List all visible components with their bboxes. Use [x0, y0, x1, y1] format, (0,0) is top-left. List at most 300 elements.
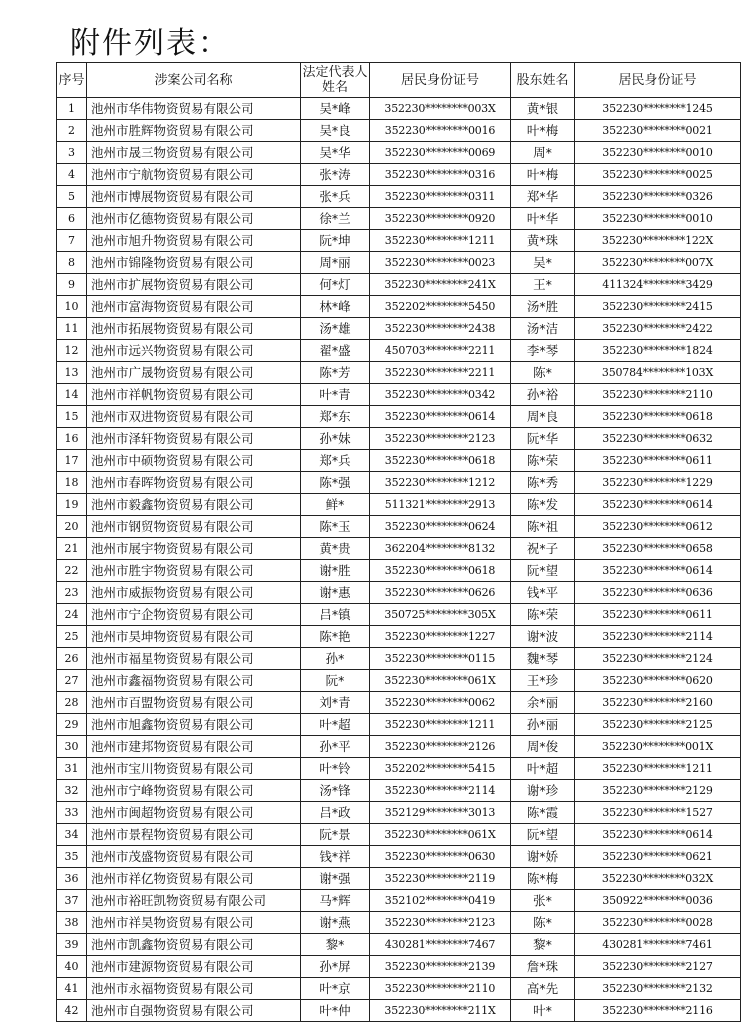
table-row	[57, 296, 741, 318]
company-name: 池州市凯鑫物资贸易有限公司	[87, 934, 301, 956]
company-name: 池州市旭升物资贸易有限公司	[87, 230, 301, 252]
shareholder-name: 李*琴	[511, 340, 575, 362]
shareholder-id: 352230********2127	[575, 956, 741, 978]
row-number: 24	[57, 604, 87, 626]
legal-rep-id: 352230********061X	[370, 824, 511, 846]
legal-rep-name: 谢*强	[301, 868, 370, 890]
row-number: 8	[57, 252, 87, 274]
legal-rep-name: 叶*青	[301, 384, 370, 406]
legal-rep-id: 352230********003X	[370, 98, 511, 120]
row-number: 36	[57, 868, 87, 890]
company-name: 池州市自强物资贸易有限公司	[87, 1000, 301, 1022]
shareholder-id: 352230********2129	[575, 780, 741, 802]
legal-rep-name: 叶*铃	[301, 758, 370, 780]
company-name: 池州市昊坤物资贸易有限公司	[87, 626, 301, 648]
company-name: 池州市祥昊物资贸易有限公司	[87, 912, 301, 934]
company-name: 池州市泽轩物资贸易有限公司	[87, 428, 301, 450]
table-row	[57, 648, 741, 670]
row-number: 15	[57, 406, 87, 428]
shareholder-name: 谢*珍	[511, 780, 575, 802]
company-name: 池州市毅鑫物资贸易有限公司	[87, 494, 301, 516]
table-row	[57, 582, 741, 604]
legal-rep-name: 马*辉	[301, 890, 370, 912]
table-row	[57, 472, 741, 494]
company-name: 池州市春晖物资贸易有限公司	[87, 472, 301, 494]
company-name: 池州市鑫福物资贸易有限公司	[87, 670, 301, 692]
company-name: 池州市祥帆物资贸易有限公司	[87, 384, 301, 406]
company-name: 池州市远兴物资贸易有限公司	[87, 340, 301, 362]
legal-rep-id: 352230********0062	[370, 692, 511, 714]
shareholder-name: 陈*	[511, 912, 575, 934]
legal-rep-name: 陈*强	[301, 472, 370, 494]
legal-rep-name: 谢*惠	[301, 582, 370, 604]
shareholder-id: 350784********103X	[575, 362, 741, 384]
legal-rep-id: 352202********5415	[370, 758, 511, 780]
table-row	[57, 142, 741, 164]
row-number: 40	[57, 956, 87, 978]
legal-rep-id: 352230********0316	[370, 164, 511, 186]
legal-rep-name: 黄*贵	[301, 538, 370, 560]
company-name: 池州市宁企物资贸易有限公司	[87, 604, 301, 626]
legal-rep-id: 352230********0023	[370, 252, 511, 274]
shareholder-id: 352230********0611	[575, 604, 741, 626]
shareholder-id: 352230********0614	[575, 824, 741, 846]
legal-rep-id: 352230********2126	[370, 736, 511, 758]
shareholder-id: 352230********007X	[575, 252, 741, 274]
shareholder-name: 陈*霞	[511, 802, 575, 824]
legal-rep-id: 352102********0419	[370, 890, 511, 912]
shareholder-name: 汤*洁	[511, 318, 575, 340]
shareholder-name: 周*	[511, 142, 575, 164]
company-name: 池州市胜辉物资贸易有限公司	[87, 120, 301, 142]
shareholder-id: 352230********0620	[575, 670, 741, 692]
legal-rep-id: 352230********2123	[370, 428, 511, 450]
shareholder-id: 352230********2110	[575, 384, 741, 406]
shareholder-name: 谢*娇	[511, 846, 575, 868]
shareholder-id: 411324********3429	[575, 274, 741, 296]
company-name: 池州市裕旺凯物资贸易有限公司	[87, 890, 301, 912]
company-name: 池州市中硕物资贸易有限公司	[87, 450, 301, 472]
legal-rep-name: 阮*景	[301, 824, 370, 846]
shareholder-id: 352230********2125	[575, 714, 741, 736]
table-row	[57, 626, 741, 648]
legal-rep-id: 352230********0626	[370, 582, 511, 604]
shareholder-name: 黄*珠	[511, 230, 575, 252]
company-name: 池州市双进物资贸易有限公司	[87, 406, 301, 428]
company-name: 池州市福星物资贸易有限公司	[87, 648, 301, 670]
row-number: 10	[57, 296, 87, 318]
case-company-table	[56, 62, 741, 1022]
legal-rep-name: 周*丽	[301, 252, 370, 274]
row-number: 38	[57, 912, 87, 934]
legal-rep-id: 352230********2139	[370, 956, 511, 978]
row-number: 35	[57, 846, 87, 868]
legal-rep-name: 汤*雄	[301, 318, 370, 340]
legal-rep-id: 352230********211X	[370, 1000, 511, 1022]
legal-rep-id: 352230********1211	[370, 714, 511, 736]
table-row	[57, 780, 741, 802]
table-row	[57, 318, 741, 340]
table-row	[57, 516, 741, 538]
shareholder-id: 352230********0025	[575, 164, 741, 186]
shareholder-id: 430281********7461	[575, 934, 741, 956]
table-row	[57, 230, 741, 252]
table-row	[57, 934, 741, 956]
shareholder-name: 叶*超	[511, 758, 575, 780]
shareholder-id: 350922********0036	[575, 890, 741, 912]
table-row	[57, 428, 741, 450]
shareholder-id: 352230********2415	[575, 296, 741, 318]
table-row	[57, 736, 741, 758]
legal-rep-name: 孙*妹	[301, 428, 370, 450]
row-number: 6	[57, 208, 87, 230]
company-name: 池州市钢贸物资贸易有限公司	[87, 516, 301, 538]
legal-rep-id: 352230********0016	[370, 120, 511, 142]
table-row	[57, 98, 741, 120]
company-name: 池州市拓展物资贸易有限公司	[87, 318, 301, 340]
shareholder-id: 352230********0636	[575, 582, 741, 604]
legal-rep-name: 吕*政	[301, 802, 370, 824]
row-number: 1	[57, 98, 87, 120]
row-number: 9	[57, 274, 87, 296]
legal-rep-id: 352230********0311	[370, 186, 511, 208]
row-number: 28	[57, 692, 87, 714]
table-row	[57, 912, 741, 934]
shareholder-id: 352230********0021	[575, 120, 741, 142]
row-number: 42	[57, 1000, 87, 1022]
shareholder-name: 郑*华	[511, 186, 575, 208]
company-name: 池州市广晟物资贸易有限公司	[87, 362, 301, 384]
legal-rep-name: 陈*芳	[301, 362, 370, 384]
row-number: 17	[57, 450, 87, 472]
shareholder-id: 352230********0612	[575, 516, 741, 538]
legal-rep-name: 陈*艳	[301, 626, 370, 648]
table-row	[57, 186, 741, 208]
legal-rep-name: 孙*	[301, 648, 370, 670]
company-name: 池州市永福物资贸易有限公司	[87, 978, 301, 1000]
legal-rep-id: 350725********305X	[370, 604, 511, 626]
company-name: 池州市晟三物资贸易有限公司	[87, 142, 301, 164]
header-shareholder: 股东姓名	[511, 63, 575, 98]
table-row	[57, 868, 741, 890]
legal-rep-name: 阮*坤	[301, 230, 370, 252]
row-number: 22	[57, 560, 87, 582]
shareholder-id: 352230********1527	[575, 802, 741, 824]
legal-rep-id: 352230********0069	[370, 142, 511, 164]
legal-rep-id: 352230********0614	[370, 406, 511, 428]
header-id-number: 居民身份证号	[370, 63, 511, 98]
legal-rep-id: 352230********0624	[370, 516, 511, 538]
legal-rep-name: 汤*锋	[301, 780, 370, 802]
row-number: 32	[57, 780, 87, 802]
table-row	[57, 384, 741, 406]
legal-rep-name: 鲜*	[301, 494, 370, 516]
company-name: 池州市锦隆物资贸易有限公司	[87, 252, 301, 274]
shareholder-name: 周*俊	[511, 736, 575, 758]
legal-rep-id: 450703********2211	[370, 340, 511, 362]
shareholder-id: 352230********2114	[575, 626, 741, 648]
company-name: 池州市博展物资贸易有限公司	[87, 186, 301, 208]
legal-rep-name: 叶*京	[301, 978, 370, 1000]
legal-rep-id: 352230********0342	[370, 384, 511, 406]
shareholder-name: 阮*望	[511, 824, 575, 846]
company-name: 池州市富海物资贸易有限公司	[87, 296, 301, 318]
legal-rep-id: 352230********1227	[370, 626, 511, 648]
shareholder-id: 352230********0618	[575, 406, 741, 428]
legal-rep-id: 352230********1212	[370, 472, 511, 494]
shareholder-name: 陈*秀	[511, 472, 575, 494]
shareholder-id: 352230********0611	[575, 450, 741, 472]
row-number: 25	[57, 626, 87, 648]
shareholder-name: 高*先	[511, 978, 575, 1000]
shareholder-name: 叶*梅	[511, 120, 575, 142]
table-row	[57, 406, 741, 428]
header-legal-rep: 法定代表人姓名	[301, 63, 370, 98]
row-number: 12	[57, 340, 87, 362]
company-name: 池州市百盟物资贸易有限公司	[87, 692, 301, 714]
shareholder-name: 王*珍	[511, 670, 575, 692]
shareholder-name: 魏*琴	[511, 648, 575, 670]
table-row	[57, 450, 741, 472]
shareholder-name: 陈*祖	[511, 516, 575, 538]
table-row	[57, 824, 741, 846]
legal-rep-id: 430281********7467	[370, 934, 511, 956]
row-number: 39	[57, 934, 87, 956]
company-name: 池州市华伟物资贸易有限公司	[87, 98, 301, 120]
shareholder-name: 王*	[511, 274, 575, 296]
row-number: 4	[57, 164, 87, 186]
shareholder-name: 余*丽	[511, 692, 575, 714]
row-number: 21	[57, 538, 87, 560]
shareholder-id: 352230********0326	[575, 186, 741, 208]
table-row	[57, 846, 741, 868]
table-body	[57, 98, 741, 1022]
legal-rep-id: 352230********0115	[370, 648, 511, 670]
table-row	[57, 274, 741, 296]
legal-rep-id: 352129********3013	[370, 802, 511, 824]
legal-rep-name: 何*灯	[301, 274, 370, 296]
legal-rep-id: 352230********2114	[370, 780, 511, 802]
shareholder-id: 352230********0028	[575, 912, 741, 934]
company-name: 池州市亿德物资贸易有限公司	[87, 208, 301, 230]
shareholder-id: 352230********0614	[575, 494, 741, 516]
row-number: 27	[57, 670, 87, 692]
row-number: 29	[57, 714, 87, 736]
shareholder-name: 孙*丽	[511, 714, 575, 736]
legal-rep-name: 翟*盛	[301, 340, 370, 362]
table-row	[57, 956, 741, 978]
row-number: 5	[57, 186, 87, 208]
shareholder-id: 352230********0621	[575, 846, 741, 868]
shareholder-id: 352230********0010	[575, 208, 741, 230]
shareholder-name: 陈*	[511, 362, 575, 384]
shareholder-id: 352230********0010	[575, 142, 741, 164]
legal-rep-name: 郑*东	[301, 406, 370, 428]
shareholder-id: 352230********2422	[575, 318, 741, 340]
header-no: 序号	[57, 63, 87, 98]
row-number: 26	[57, 648, 87, 670]
company-name: 池州市展宇物资贸易有限公司	[87, 538, 301, 560]
shareholder-id: 352230********1245	[575, 98, 741, 120]
legal-rep-name: 刘*青	[301, 692, 370, 714]
legal-rep-name: 钱*祥	[301, 846, 370, 868]
row-number: 2	[57, 120, 87, 142]
row-number: 41	[57, 978, 87, 1000]
shareholder-id: 352230********0632	[575, 428, 741, 450]
shareholder-name: 阮*华	[511, 428, 575, 450]
table-row	[57, 560, 741, 582]
shareholder-id: 352230********1229	[575, 472, 741, 494]
shareholder-id: 352230********2124	[575, 648, 741, 670]
shareholder-name: 陈*发	[511, 494, 575, 516]
table-row	[57, 252, 741, 274]
legal-rep-name: 郑*兵	[301, 450, 370, 472]
shareholder-name: 阮*望	[511, 560, 575, 582]
shareholder-id: 352230********1211	[575, 758, 741, 780]
table-row	[57, 604, 741, 626]
company-name: 池州市祥亿物资贸易有限公司	[87, 868, 301, 890]
row-number: 31	[57, 758, 87, 780]
header-company: 涉案公司名称	[87, 63, 301, 98]
legal-rep-id: 352230********0618	[370, 450, 511, 472]
row-number: 30	[57, 736, 87, 758]
legal-rep-id: 352230********2438	[370, 318, 511, 340]
legal-rep-id: 511321********2913	[370, 494, 511, 516]
shareholder-name: 吴*	[511, 252, 575, 274]
row-number: 19	[57, 494, 87, 516]
shareholder-name: 周*良	[511, 406, 575, 428]
table-row	[57, 890, 741, 912]
table-row	[57, 120, 741, 142]
row-number: 18	[57, 472, 87, 494]
legal-rep-id: 352230********2110	[370, 978, 511, 1000]
row-number: 13	[57, 362, 87, 384]
table-row	[57, 1000, 741, 1022]
shareholder-id: 352230********0658	[575, 538, 741, 560]
shareholder-name: 叶*华	[511, 208, 575, 230]
legal-rep-id: 352230********0618	[370, 560, 511, 582]
row-number: 11	[57, 318, 87, 340]
header-shareholder-id: 居民身份证号	[575, 63, 741, 98]
shareholder-name: 詹*珠	[511, 956, 575, 978]
page-title: 附件列表：	[70, 26, 230, 61]
table-row	[57, 494, 741, 516]
legal-rep-id: 352230********241X	[370, 274, 511, 296]
legal-rep-name: 叶*仲	[301, 1000, 370, 1022]
row-number: 16	[57, 428, 87, 450]
company-name: 池州市旭鑫物资贸易有限公司	[87, 714, 301, 736]
legal-rep-name: 叶*超	[301, 714, 370, 736]
legal-rep-name: 徐*兰	[301, 208, 370, 230]
legal-rep-id: 352230********061X	[370, 670, 511, 692]
table-row	[57, 164, 741, 186]
company-name: 池州市胜宇物资贸易有限公司	[87, 560, 301, 582]
legal-rep-id: 362204********8132	[370, 538, 511, 560]
company-name: 池州市宁航物资贸易有限公司	[87, 164, 301, 186]
table-row	[57, 340, 741, 362]
row-number: 3	[57, 142, 87, 164]
legal-rep-id: 352230********2119	[370, 868, 511, 890]
table-row	[57, 714, 741, 736]
row-number: 34	[57, 824, 87, 846]
legal-rep-name: 黎*	[301, 934, 370, 956]
table-row	[57, 670, 741, 692]
legal-rep-name: 张*涛	[301, 164, 370, 186]
table-header-row	[57, 63, 741, 98]
shareholder-id: 352230********122X	[575, 230, 741, 252]
company-name: 池州市建源物资贸易有限公司	[87, 956, 301, 978]
shareholder-id: 352230********032X	[575, 868, 741, 890]
company-name: 池州市扩展物资贸易有限公司	[87, 274, 301, 296]
row-number: 14	[57, 384, 87, 406]
table-row	[57, 362, 741, 384]
company-name: 池州市景程物资贸易有限公司	[87, 824, 301, 846]
row-number: 23	[57, 582, 87, 604]
shareholder-id: 352230********0614	[575, 560, 741, 582]
row-number: 33	[57, 802, 87, 824]
legal-rep-id: 352230********0630	[370, 846, 511, 868]
shareholder-name: 陈*荣	[511, 450, 575, 472]
shareholder-name: 陈*梅	[511, 868, 575, 890]
shareholder-name: 孙*裕	[511, 384, 575, 406]
legal-rep-name: 林*峰	[301, 296, 370, 318]
legal-rep-name: 吕*镇	[301, 604, 370, 626]
shareholder-name: 黄*银	[511, 98, 575, 120]
legal-rep-id: 352230********0920	[370, 208, 511, 230]
shareholder-id: 352230********2116	[575, 1000, 741, 1022]
shareholder-id: 352230********001X	[575, 736, 741, 758]
shareholder-id: 352230********1824	[575, 340, 741, 362]
table-row	[57, 692, 741, 714]
shareholder-name: 叶*	[511, 1000, 575, 1022]
company-name: 池州市茂盛物资贸易有限公司	[87, 846, 301, 868]
company-name: 池州市宝川物资贸易有限公司	[87, 758, 301, 780]
legal-rep-name: 阮*	[301, 670, 370, 692]
legal-rep-name: 吴*良	[301, 120, 370, 142]
shareholder-name: 钱*平	[511, 582, 575, 604]
row-number: 37	[57, 890, 87, 912]
company-name: 池州市建邦物资贸易有限公司	[87, 736, 301, 758]
legal-rep-name: 谢*燕	[301, 912, 370, 934]
legal-rep-name: 陈*玉	[301, 516, 370, 538]
row-number: 7	[57, 230, 87, 252]
row-number: 20	[57, 516, 87, 538]
legal-rep-name: 孙*屏	[301, 956, 370, 978]
table-row	[57, 538, 741, 560]
shareholder-name: 汤*胜	[511, 296, 575, 318]
table-row	[57, 208, 741, 230]
legal-rep-id: 352230********2211	[370, 362, 511, 384]
table-row	[57, 978, 741, 1000]
company-name: 池州市闽超物资贸易有限公司	[87, 802, 301, 824]
shareholder-name: 叶*梅	[511, 164, 575, 186]
company-name: 池州市威振物资贸易有限公司	[87, 582, 301, 604]
table-row	[57, 802, 741, 824]
legal-rep-id: 352230********2123	[370, 912, 511, 934]
legal-rep-name: 谢*胜	[301, 560, 370, 582]
legal-rep-name: 吴*峰	[301, 98, 370, 120]
legal-rep-name: 孙*平	[301, 736, 370, 758]
legal-rep-name: 吴*华	[301, 142, 370, 164]
shareholder-name: 陈*荣	[511, 604, 575, 626]
legal-rep-name: 张*兵	[301, 186, 370, 208]
shareholder-name: 张*	[511, 890, 575, 912]
shareholder-id: 352230********2132	[575, 978, 741, 1000]
table-row	[57, 758, 741, 780]
shareholder-name: 黎*	[511, 934, 575, 956]
legal-rep-id: 352230********1211	[370, 230, 511, 252]
company-name: 池州市宁峰物资贸易有限公司	[87, 780, 301, 802]
